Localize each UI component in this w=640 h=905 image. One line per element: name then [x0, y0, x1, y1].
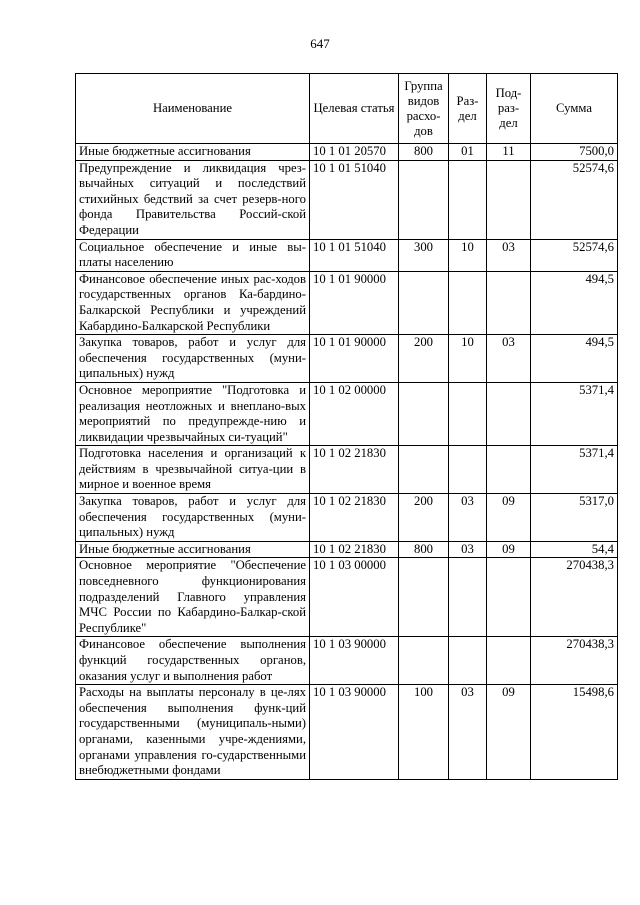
table-row	[76, 271, 618, 334]
row-section: 01	[449, 144, 487, 161]
row-subsection: 03	[487, 335, 531, 383]
row-subsection	[487, 271, 531, 334]
table-row	[76, 685, 618, 780]
row-section: 10	[449, 239, 487, 271]
table-row	[76, 558, 618, 637]
row-section	[449, 446, 487, 494]
row-code: 10 1 03 90000	[310, 685, 399, 780]
table-row	[76, 541, 618, 558]
header-subsection: Под-раз-дел	[487, 74, 531, 144]
header-expense-group: Группа видов расхо-дов	[399, 74, 449, 144]
row-code: 10 1 02 21830	[310, 494, 399, 542]
row-subsection: 03	[487, 239, 531, 271]
row-name: Финансовое обеспечение иных рас-ходов государственных органов Ка-бардино-Балкарской Республики и учреждений Кабардино-Балкарской Республики	[76, 271, 310, 334]
row-section	[449, 160, 487, 239]
row-sum: 15498,6	[531, 685, 618, 780]
row-section	[449, 382, 487, 445]
header-target-article: Целевая статья	[310, 74, 399, 144]
budget-table	[75, 73, 618, 780]
row-name: Социальное обеспечение и иные вы-платы населению	[76, 239, 310, 271]
row-code: 10 1 03 00000	[310, 558, 399, 637]
row-subsection: 09	[487, 494, 531, 542]
row-sum: 52574,6	[531, 239, 618, 271]
header-name: Наименование	[76, 74, 310, 144]
header-sum: Сумма	[531, 74, 618, 144]
row-name: Основное мероприятие "Обеспечение повседневного функционирования подразделений Главного управления МЧС России по Кабардино-Балкар-ской Республике"	[76, 558, 310, 637]
table-row	[76, 160, 618, 239]
row-code: 10 1 02 00000	[310, 382, 399, 445]
row-subsection	[487, 446, 531, 494]
row-name: Предупреждение и ликвидация чрез-вычайных ситуаций и последствий стихийных бедствий за счет резерв-ного фонда Правительства Россий-ской Федерации	[76, 160, 310, 239]
row-section: 03	[449, 494, 487, 542]
row-sum: 494,5	[531, 335, 618, 383]
table-row	[76, 239, 618, 271]
table-row	[76, 637, 618, 685]
row-name: Расходы на выплаты персоналу в це-лях обеспечения выполнения функ-ций государственными (муниципаль-ными) органами, казенными учре-ждениями, органами управления го-сударственными внебюджетными фондами	[76, 685, 310, 780]
row-group	[399, 271, 449, 334]
row-sum: 5317,0	[531, 494, 618, 542]
row-section: 03	[449, 685, 487, 780]
table-header-row	[76, 74, 618, 144]
row-group	[399, 637, 449, 685]
page-number: 647	[310, 36, 330, 51]
row-section: 10	[449, 335, 487, 383]
table-row	[76, 382, 618, 445]
row-code: 10 1 02 21830	[310, 446, 399, 494]
row-code: 10 1 01 20570	[310, 144, 399, 161]
row-sum: 270438,3	[531, 637, 618, 685]
row-group	[399, 558, 449, 637]
row-code: 10 1 01 90000	[310, 271, 399, 334]
row-group: 800	[399, 144, 449, 161]
row-subsection	[487, 637, 531, 685]
row-sum: 7500,0	[531, 144, 618, 161]
row-section	[449, 637, 487, 685]
row-name: Подготовка населения и организаций к действиям в чрезвычайной ситуа-ции в мирное и военное время	[76, 446, 310, 494]
row-name: Иные бюджетные ассигнования	[76, 144, 310, 161]
row-sum: 5371,4	[531, 382, 618, 445]
row-name: Закупка товаров, работ и услуг для обеспечения государственных (муни-ципальных) нужд	[76, 335, 310, 383]
table-row	[76, 446, 618, 494]
table-row	[76, 335, 618, 383]
row-code: 10 1 03 90000	[310, 637, 399, 685]
row-sum: 270438,3	[531, 558, 618, 637]
row-group	[399, 446, 449, 494]
row-name: Финансовое обеспечение выполнения функций государственных органов, оказания услуг и выполнения работ	[76, 637, 310, 685]
row-section	[449, 558, 487, 637]
row-section	[449, 271, 487, 334]
row-sum: 54,4	[531, 541, 618, 558]
row-name: Основное мероприятие "Подготовка и реализация неотложных и внеплано-вых мероприятий по предупрежде-нию и ликвидации чрезвычайных си-туаций"	[76, 382, 310, 445]
row-code: 10 1 02 21830	[310, 541, 399, 558]
table-row	[76, 144, 618, 161]
row-group: 100	[399, 685, 449, 780]
row-group: 800	[399, 541, 449, 558]
row-subsection	[487, 160, 531, 239]
row-group: 200	[399, 335, 449, 383]
row-subsection: 09	[487, 685, 531, 780]
row-subsection: 11	[487, 144, 531, 161]
row-subsection: 09	[487, 541, 531, 558]
row-name: Закупка товаров, работ и услуг для обеспечения государственных (муни-ципальных) нужд	[76, 494, 310, 542]
row-subsection	[487, 382, 531, 445]
row-section: 03	[449, 541, 487, 558]
header-section: Раз-дел	[449, 74, 487, 144]
row-group: 200	[399, 494, 449, 542]
row-code: 10 1 01 90000	[310, 335, 399, 383]
row-group	[399, 160, 449, 239]
row-subsection	[487, 558, 531, 637]
row-sum: 494,5	[531, 271, 618, 334]
row-code: 10 1 01 51040	[310, 239, 399, 271]
row-group	[399, 382, 449, 445]
row-sum: 52574,6	[531, 160, 618, 239]
row-sum: 5371,4	[531, 446, 618, 494]
row-name: Иные бюджетные ассигнования	[76, 541, 310, 558]
row-group: 300	[399, 239, 449, 271]
table-row	[76, 494, 618, 542]
row-code: 10 1 01 51040	[310, 160, 399, 239]
